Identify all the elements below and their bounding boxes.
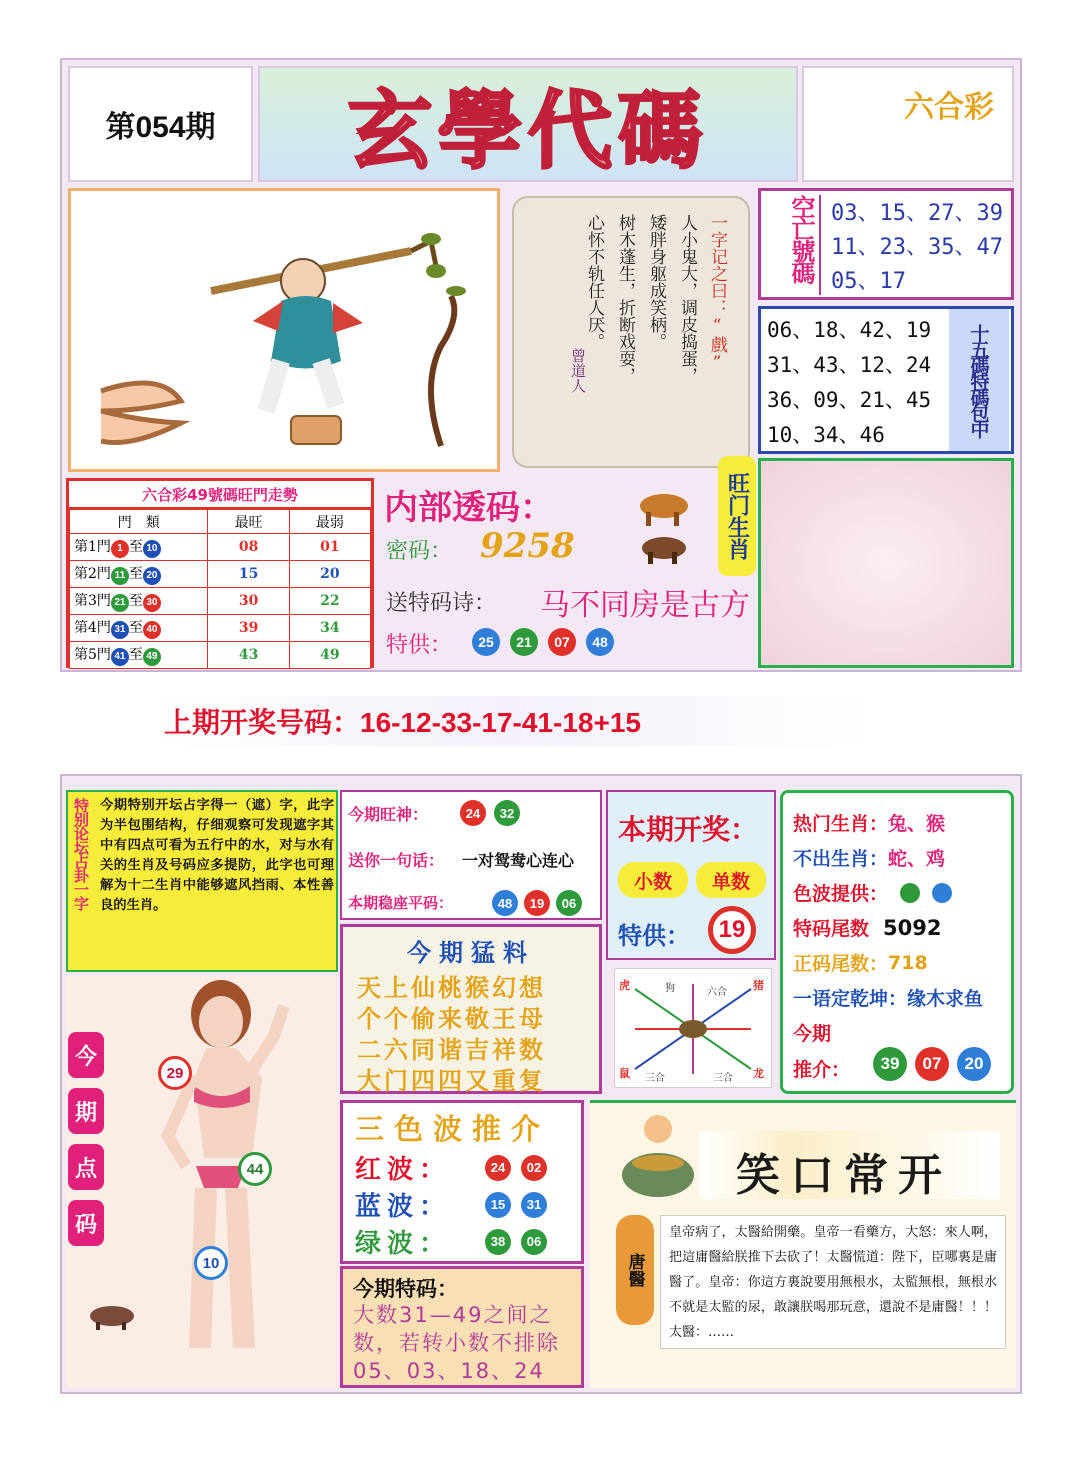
compass-label: 六合 xyxy=(707,987,727,998)
number-ball: 06 xyxy=(521,1229,547,1255)
this-draw-box xyxy=(606,790,776,960)
three-wave-title: 三色波推介 xyxy=(355,1112,551,1146)
brand-box xyxy=(802,66,1014,182)
number-ball: 39 xyxy=(873,1047,907,1081)
inside-code-area xyxy=(380,472,754,668)
stable-balls xyxy=(492,890,582,916)
poem-code-text: 马不同房是古方 xyxy=(540,588,750,623)
number-ball: 1 xyxy=(111,540,129,558)
forum-label: 特别论坛占卦一字 xyxy=(72,798,90,910)
number-ball: 31 xyxy=(521,1192,547,1218)
door-range xyxy=(70,588,208,615)
compass-label: 三合 xyxy=(645,1073,665,1084)
compass-label: 龙 xyxy=(753,1067,764,1080)
number-ball: 32 xyxy=(494,800,520,826)
poem-lines xyxy=(582,214,700,384)
number-ball: 19 xyxy=(524,890,550,916)
number-ball: 31 xyxy=(111,621,129,639)
smile-side-label: 唐醫 xyxy=(616,1215,654,1325)
fierce-lines xyxy=(343,968,599,1096)
door-max: 08 xyxy=(208,534,289,561)
compass-label: 猪 xyxy=(753,979,764,992)
door-range xyxy=(70,534,208,561)
recommend-balls xyxy=(873,1047,991,1081)
door-max: 15 xyxy=(208,561,289,588)
fierce-box xyxy=(340,924,602,1094)
hot-box xyxy=(780,790,1014,1094)
point-label xyxy=(68,1032,104,1246)
special-balls xyxy=(472,628,614,656)
number-ball: 21 xyxy=(510,628,538,656)
fifteen-codes-row: 31、43、12、24 xyxy=(767,353,932,377)
special-code-box xyxy=(340,1266,584,1388)
empty-codes-row: 05、17 xyxy=(831,269,906,294)
number-ball: 10 xyxy=(143,540,161,558)
compass-label: 虎 xyxy=(619,979,630,992)
hot-rows xyxy=(793,805,983,1015)
password-value: 9258 xyxy=(480,526,575,566)
wave-label: 绿波： xyxy=(355,1229,452,1259)
main-title: 玄學代碼 xyxy=(347,80,708,180)
door-row xyxy=(70,534,371,561)
smile-title: 笑口常开 xyxy=(736,1150,952,1201)
poem-line-1: 人小鬼大，调皮捣蛋， xyxy=(677,214,697,384)
door-table-header xyxy=(70,510,371,534)
recommend-label-1: 今期 xyxy=(793,1023,832,1045)
empty-codes-label: 空亡號碼 xyxy=(767,195,821,295)
compass-box xyxy=(614,968,772,1088)
compass-label: 鼠 xyxy=(619,1067,630,1080)
poem-heading: 一字记之曰：“戲” xyxy=(707,214,727,373)
number-ball: 38 xyxy=(485,1229,511,1255)
door-row xyxy=(70,615,371,642)
hot-value: 缘木求鱼 xyxy=(907,988,984,1010)
poem-scroll xyxy=(512,196,750,468)
compass-label: 三合 xyxy=(713,1073,733,1084)
poem-signature: 曾道人 xyxy=(569,348,587,393)
wave-color-dot xyxy=(932,883,952,903)
door-name: 第5門 xyxy=(74,647,111,664)
hot-label: 色波提供： xyxy=(793,883,889,905)
stable-label: 本期稳座平码： xyxy=(348,894,454,912)
number-ball: 20 xyxy=(143,567,161,585)
wave-label: 蓝波： xyxy=(355,1192,452,1222)
number-ball: 21 xyxy=(111,594,129,612)
number-ball: 30 xyxy=(143,594,161,612)
this-draw-special-label: 特供： xyxy=(618,922,690,950)
illustration-box xyxy=(68,188,500,472)
door-row xyxy=(70,642,371,669)
door-to: 至 xyxy=(128,539,143,556)
wave-row xyxy=(355,1223,547,1260)
fifteen-codes-list xyxy=(767,313,931,453)
number-ball: 41 xyxy=(111,648,129,666)
door-row xyxy=(70,588,371,615)
fifteen-codes-label: 十五碼特碼包中 xyxy=(949,309,1009,451)
luck-balls xyxy=(460,800,520,826)
three-wave-box xyxy=(340,1100,584,1264)
door-to: 至 xyxy=(128,566,143,583)
door-min: 34 xyxy=(289,615,370,642)
door-name: 第1門 xyxy=(74,539,111,556)
issue-number: 第054期 xyxy=(105,111,216,144)
point-label-char: 码 xyxy=(68,1200,104,1246)
smile-joke-text: 皇帝病了，太醫給開藥。皇帝一看藥方，大怒：來人啊，把這庸醫給朕推下去砍了！太醫慌道：陛下，臣哪裏是庸醫了。皇帝：你這方裏說要用無根水，太監無根，無根水不就是太監的尿，敢讓朕喝那玩意，還說不是庸醫！！！太醫：…… xyxy=(660,1215,1006,1349)
door-max: 39 xyxy=(208,615,289,642)
fierce-line: 二六同谐吉祥数 xyxy=(357,1035,546,1064)
blurred-box xyxy=(758,458,1014,668)
point-ball: 29 xyxy=(158,1056,192,1090)
this-draw-special-ball: 19 xyxy=(708,906,756,954)
poem-line-2: 矮胖身躯成笑柄。 xyxy=(646,214,666,350)
forum-box xyxy=(66,790,338,972)
empty-codes-box xyxy=(758,188,1014,300)
pig-icon xyxy=(82,1302,142,1332)
wave-label: 红波： xyxy=(355,1155,452,1185)
fifteen-codes-row: 06、18、42、19 xyxy=(767,318,932,342)
point-label-char: 点 xyxy=(68,1144,104,1190)
hot-value: 5092 xyxy=(883,915,942,940)
number-ball: 20 xyxy=(957,1047,991,1081)
tag-odd: 单数 xyxy=(696,862,766,898)
hot-value: 蛇、鸡 xyxy=(888,848,946,870)
wave-row xyxy=(355,1149,547,1186)
tiger-icon xyxy=(634,478,694,568)
forum-text: 今期特别开坛占字得一（遮）字，此字为半包围结构，仔细观察可发现遮字其中有四点可看为五行中的水，对与水有关的生肖及号码应多提防，此字也可理解为十二生肖中能够遮风挡雨、本性善良的生肖。 xyxy=(100,798,334,913)
door-name: 第2門 xyxy=(74,566,111,583)
saying-label: 送你一句话： xyxy=(348,851,445,870)
point-ball: 44 xyxy=(238,1152,272,1186)
hot-label: 一语定乾坤： xyxy=(793,988,908,1010)
compass-label: 狗 xyxy=(665,983,675,994)
hot-value: 718 xyxy=(888,951,928,974)
hot-row xyxy=(793,980,983,1015)
door-range xyxy=(70,642,208,669)
issue-box xyxy=(68,66,253,182)
door-max: 30 xyxy=(208,588,289,615)
this-draw-title: 本期开奖： xyxy=(618,813,759,846)
special-label: 特供： xyxy=(386,633,453,658)
door-min: 01 xyxy=(289,534,370,561)
point-label-char: 今 xyxy=(68,1032,104,1078)
poem-line-4: 心怀不轨任人厌。 xyxy=(584,214,604,350)
luck-label: 今期旺神： xyxy=(348,805,429,824)
hot-label: 不出生肖： xyxy=(793,848,889,870)
fierce-line: 大门四四又重复 xyxy=(357,1066,546,1095)
hot-row xyxy=(793,875,983,910)
number-ball: 24 xyxy=(460,800,486,826)
number-ball: 02 xyxy=(521,1155,547,1181)
poem-code-label: 送特码诗： xyxy=(386,591,497,616)
inside-code-title: 内部透码： xyxy=(384,488,554,528)
fifteen-codes-row: 36、09、21、45 xyxy=(767,388,932,412)
compass-diagram xyxy=(615,969,771,1087)
number-ball: 49 xyxy=(143,648,161,666)
boy-illustration xyxy=(71,191,497,469)
title-banner xyxy=(258,66,798,182)
door-range xyxy=(70,615,208,642)
special-code-title: 今期特码： xyxy=(353,1277,458,1301)
number-ball: 24 xyxy=(485,1155,511,1181)
last-draw-text: 上期开奖号码：16-12-33-17-41-18+15 xyxy=(164,707,641,738)
door-name: 第4門 xyxy=(74,620,111,637)
door-header-min: 最弱 xyxy=(289,510,370,534)
wave-rows xyxy=(355,1149,547,1260)
door-header-type: 門 類 xyxy=(70,510,208,534)
door-row xyxy=(70,561,371,588)
money-bag-icon xyxy=(612,1109,702,1201)
door-table-title: 六合彩49號碼旺門走勢 xyxy=(69,481,371,509)
door-range xyxy=(70,561,208,588)
password-label: 密码： xyxy=(386,539,453,564)
last-draw-banner xyxy=(150,696,870,746)
door-max: 43 xyxy=(208,642,289,669)
point-ball: 10 xyxy=(194,1246,228,1280)
zodiac-tag: 旺门生肖 xyxy=(718,456,756,576)
number-ball: 11 xyxy=(111,567,129,585)
poem-line-3: 树木蓬生，折断戏耍， xyxy=(615,214,635,384)
empty-codes-list xyxy=(831,197,1003,299)
hot-row xyxy=(793,805,983,840)
empty-codes-row: 03、15、27、39 xyxy=(831,201,1003,226)
fifteen-codes-box xyxy=(758,306,1014,454)
hot-label: 特码尾数 xyxy=(793,918,870,940)
model-area xyxy=(66,976,338,1388)
wave-row xyxy=(355,1186,547,1223)
hot-row xyxy=(793,910,983,945)
door-min: 22 xyxy=(289,588,370,615)
wave-color-dot xyxy=(900,883,920,903)
hot-value: 兔、猴 xyxy=(888,813,946,835)
smile-box xyxy=(590,1100,1016,1388)
door-min: 49 xyxy=(289,642,370,669)
saying-text: 一对鸳鸯心连心 xyxy=(462,851,575,870)
door-min: 20 xyxy=(289,561,370,588)
number-ball: 48 xyxy=(492,890,518,916)
number-ball: 15 xyxy=(485,1192,511,1218)
door-to: 至 xyxy=(128,620,143,637)
number-ball: 06 xyxy=(556,890,582,916)
point-label-char: 期 xyxy=(68,1088,104,1134)
number-ball: 07 xyxy=(548,628,576,656)
hot-row xyxy=(793,840,983,875)
door-table-box xyxy=(66,478,374,668)
door-header-max: 最旺 xyxy=(208,510,289,534)
hot-label: 热门生肖： xyxy=(793,813,889,835)
number-ball: 40 xyxy=(143,621,161,639)
door-name: 第3門 xyxy=(74,593,111,610)
door-to: 至 xyxy=(128,593,143,610)
recommend-label-2: 推介： xyxy=(793,1059,851,1081)
fierce-line: 个个偷来敬王母 xyxy=(357,1004,546,1033)
number-ball: 07 xyxy=(915,1047,949,1081)
brand-label: 六合彩 xyxy=(904,90,994,125)
door-table xyxy=(69,509,371,669)
tag-small: 小数 xyxy=(618,862,688,898)
fifteen-codes-row: 10、34、46 xyxy=(767,423,885,447)
door-to: 至 xyxy=(128,647,143,664)
model-figure xyxy=(136,976,306,1384)
special-code-text: 大数31—49之间之数，若转小数不排除05、03、18、24 xyxy=(353,1303,560,1383)
fierce-title: 今期猛料 xyxy=(407,939,535,967)
empty-codes-row: 11、23、35、47 xyxy=(831,235,1003,260)
number-ball: 48 xyxy=(586,628,614,656)
luck-box xyxy=(340,790,602,920)
hot-row xyxy=(793,945,983,980)
number-ball: 25 xyxy=(472,628,500,656)
fierce-line: 天上仙桃猴幻想 xyxy=(357,973,546,1002)
hot-label: 正码尾数： xyxy=(793,953,889,975)
